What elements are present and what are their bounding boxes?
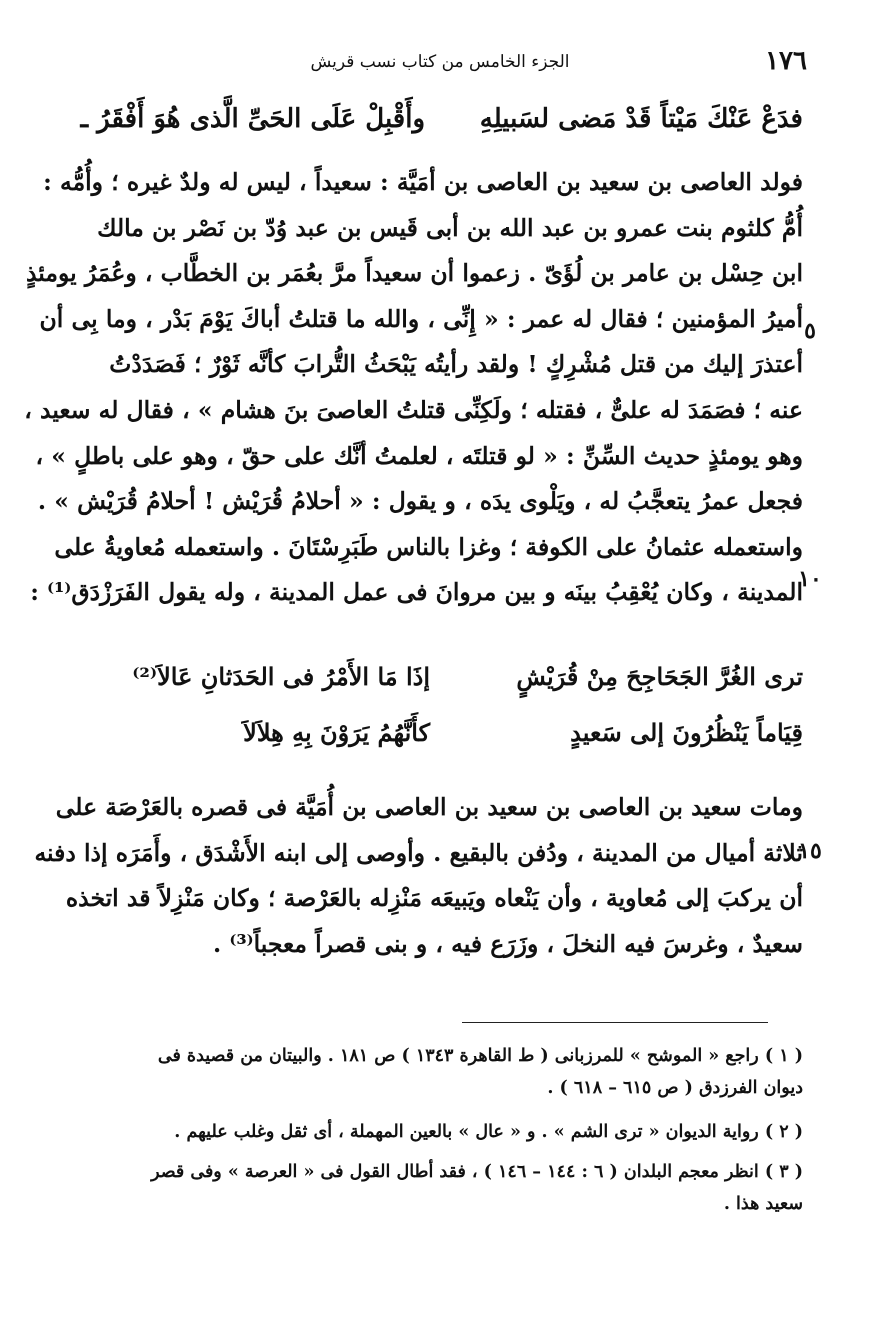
footnote-line: سعيد هذا . [723,1194,803,1214]
footnote-1 [113,1040,803,1104]
text-line: أن يركبَ إلى مُعاوية ، وأن يَنْعاه ويَبيعَه مَنْزِله بالعَرْصة ؛ وكان مَنْزِلاً قد اتخذه [65,884,803,913]
footnote-line: ديوان الفرزدق ( ص ٦١٥ – ٦١٨ ) . [547,1078,803,1098]
footnote-line: ( ١ ) راجع « الموشح » للمرزبانى ( ط القاهرة ١٣٤٣ ) ص ١٨١ . والبيتان من قصيدة فى [157,1046,803,1066]
text-line: فجعل عمرُ يتعجَّبُ له ، ويَلْوى يدَه ، و يقول : « أحلامُ قُرَيْش ! أحلامُ قُرَيْش » . [37,487,803,516]
footnote-3 [113,1156,803,1220]
running-header-title: الجزء الخامس من كتاب نسب قريش [310,52,570,72]
footnote-line: ( ٢ ) رواية الديوان « ترى الشم » . و « عال » بالعين المهملة ، أى ثقل وغلب عليهم . [174,1122,803,1142]
text-line: أميرُ المؤمنين ؛ فقال له عمر : « إِنِّى ، والله ما قتلتُ أباكَ يَوْمَ بَدْر ، وما بِى أن [39,304,803,333]
text-line: ابن حِسْل بن عامر بن لُؤَىّ . زعموا أن سعيداً مرَّ بعُمَر بن الخطَّاب ، وعُمَرُ يومئذٍ [25,259,803,288]
line-number-15: ١٥ [798,838,822,864]
footnote-line: ( ٣ ) انظر معجم البلدان ( ٦ : ١٤٤ – ١٤٦ ) ، فقد أطال القول فى « العرصة » وفى قصر [151,1162,803,1182]
text-line: وهو يومئذٍ حديث السِّنِّ : « لو قتلتَه ، لعلمتُ أنَّك على حقّ ، وهو على باطلٍ » ، [35,441,803,470]
line-number-10: ١٠ [798,566,822,592]
verse-2-second-hemistich: إذَا مَا الأَمْرُ فى الحَدَثانِ عَالاَ⁽²⁾ [132,662,430,691]
text-line: فولد العاصى بن سعيد بن العاصى بن أمَيَّة : سعيداً ، ليس له ولدٌ غيره ؛ وأُمُّه : [43,168,803,196]
verse-2-first-hemistich: ترى الغُرَّ الجَحَاجِحَ مِنْ قُرَيْشٍ [516,662,803,691]
page-number: ١٧٦ [765,46,807,76]
text-line: أُمُّ كلثوم بنت عمرو بن عبد الله بن أبى قَيس بن عبد وُدّ بن نَصْر بن مالك [97,213,803,242]
text-line: ومات سعيد بن العاصى بن سعيد بن العاصى بن أُمَيَّة فى قصره بالعَرْصَة على [55,793,803,821]
text-line: ثلاثة أميال من المدينة ، ودُفن بالبقيع . وأوصى إلى ابنه الأَشْدَق ، وأَمَرَه إذا دفنه [34,838,803,867]
text-line: سعيدٌ ، وغرسَ فيه النخلَ ، وزَرَع فيه ، و بنى قصراً معجباً⁽³⁾ . [212,929,803,958]
line-number-5: ٥ [804,318,816,344]
verse-3-second-hemistich: كأَنَّهُمُ يَرَوْنَ بِهِ هِلاَلاَ [243,718,430,747]
verse-3-first-hemistich: قِيَاماً يَنْظُرُونَ إلى سَعيدٍ [570,718,803,747]
text-line: المدينة ، وكان يُعْقِبُ بينَه و بين مروانَ فى عمل المدينة ، وله يقول الفَرَزْدَق⁽¹⁾ : [30,578,803,607]
text-line: أعتذرَ إليك من قتل مُشْرِكٍ ! ولقد رأيتُه يَبْحَثُ التُّرابَ كأنَّه ثَوْرٌ ؛ فَصَدَدْتُ [109,350,803,379]
text-line: واستعمله عثمانُ على الكوفة ؛ وغزا بالناس طَبَرِسْتَانَ . واستعمله مُعاويةُ على [54,532,803,561]
footnote-2 [113,1116,803,1148]
footnote-divider [462,1022,768,1023]
verse-1-first-hemistich: فدَعْ عَنْكَ مَيْتاً قَدْ مَضى لسَبيلِهِ [479,104,803,134]
paragraph-death [34,785,803,967]
verse-1-second-hemistich: وأَقْبِلْ عَلَى الحَىِّ الَّذى هُوَ أَفْقَرُ ـ [80,104,425,134]
paragraph-genealogy [24,160,803,616]
text-line: عنه ؛ فصَمَدَ له علىٌّ ، فقتله ؛ ولَكِنِّى قتلتُ العاصىَ بنَ هشام » ، فقال له سعيد ، [24,395,803,424]
